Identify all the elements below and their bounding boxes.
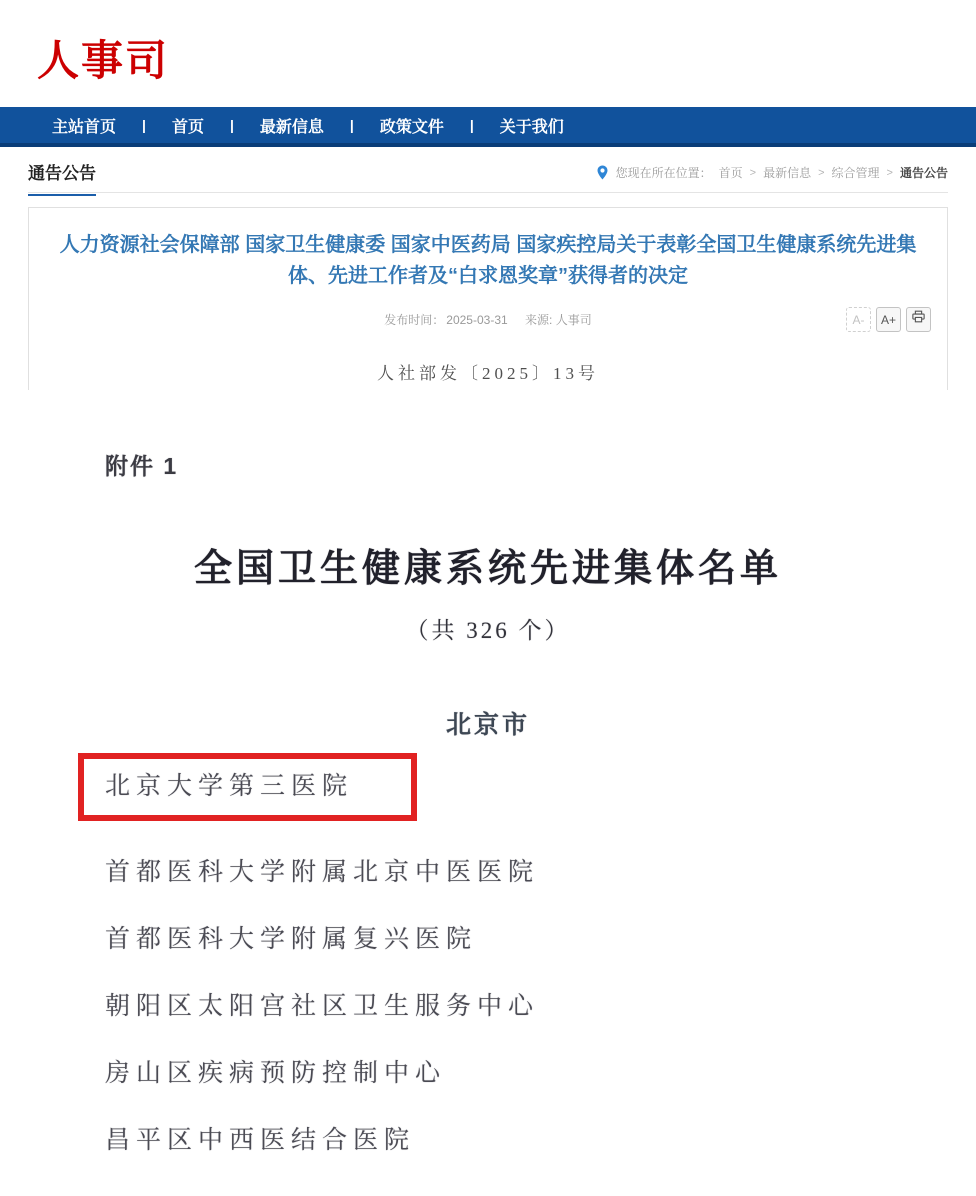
breadcrumb	[596, 164, 948, 181]
article-title: 人力资源社会保障部 国家卫生健康委 国家中医药局 国家疾控局关于表彰全国卫生健康系统先进集体、先进工作者及“白求恩奖章”获得者的决定	[59, 234, 917, 287]
article-toolbar	[846, 307, 931, 332]
main-nav	[0, 107, 976, 147]
source-value: 人事司	[555, 313, 592, 327]
breadcrumb-item-general-management[interactable]: 综合管理	[831, 166, 880, 180]
nav-separator: |	[469, 117, 474, 133]
section-title: 通告公告	[28, 159, 96, 196]
breadcrumb-separator: >	[886, 166, 893, 179]
font-decrease-button[interactable]: A-	[846, 307, 871, 332]
list-item-text: 首都医科大学附属北京中医医院	[105, 859, 540, 886]
attachment-label: 附件 1	[105, 453, 179, 479]
attachment-subtitle: （共 326 个）	[405, 618, 571, 643]
attachment-title: 全国卫生健康系统先进集体名单	[193, 548, 782, 590]
list-item	[105, 858, 976, 888]
font-increase-button[interactable]: A+	[876, 307, 901, 332]
nav-item-main-home[interactable]: 主站首页	[52, 118, 117, 136]
article-meta	[29, 307, 947, 333]
site-logo[interactable]: 人事司	[37, 37, 170, 84]
publish-date: 2025-03-31	[446, 313, 508, 327]
nav-separator: |	[349, 117, 354, 133]
article-box	[28, 207, 948, 390]
highlighted-list-item: 北京大学第三医院	[105, 773, 354, 800]
breadcrumb-item-latest-news[interactable]: 最新信息	[763, 166, 812, 180]
highlight-box	[78, 753, 417, 821]
list-item-text: 首都医科大学附属复兴医院	[105, 926, 478, 953]
region-heading: 北京市	[445, 711, 530, 739]
nav-item-about-us[interactable]: 关于我们	[499, 118, 564, 136]
list-item-text: 房山区疾病预防控制中心	[105, 1060, 447, 1087]
list-item	[105, 992, 976, 1022]
list-item	[105, 1059, 976, 1089]
nav-item-latest-news[interactable]: 最新信息	[259, 118, 324, 136]
publish-time-label: 发布时间：	[384, 313, 445, 327]
source-label: 来源:	[525, 313, 553, 327]
list-item-text: 朝阳区太阳宫社区卫生服务中心	[105, 993, 540, 1020]
breadcrumb-prefix: 您现在所在位置：	[615, 166, 712, 180]
breadcrumb-item-current: 通告公告	[899, 166, 948, 180]
location-pin-icon	[596, 165, 609, 180]
print-button[interactable]	[906, 307, 931, 332]
nav-separator: |	[142, 117, 146, 133]
document-number: 人社部发〔2025〕13号	[377, 364, 599, 383]
nav-item-policy-files[interactable]: 政策文件	[379, 118, 444, 136]
list-item-text: 昌平区中西医结合医院	[105, 1127, 416, 1154]
attachment-document	[0, 390, 976, 1196]
nav-item-home[interactable]: 首页	[171, 118, 204, 136]
breadcrumb-separator: >	[749, 166, 757, 179]
list-item	[105, 925, 976, 955]
nav-separator: |	[229, 117, 234, 133]
list-item	[105, 1126, 976, 1156]
section-row	[28, 147, 948, 193]
breadcrumb-item-home[interactable]: 首页	[718, 166, 743, 180]
print-icon	[911, 307, 926, 333]
breadcrumb-separator: >	[818, 166, 825, 179]
site-header	[0, 0, 976, 107]
